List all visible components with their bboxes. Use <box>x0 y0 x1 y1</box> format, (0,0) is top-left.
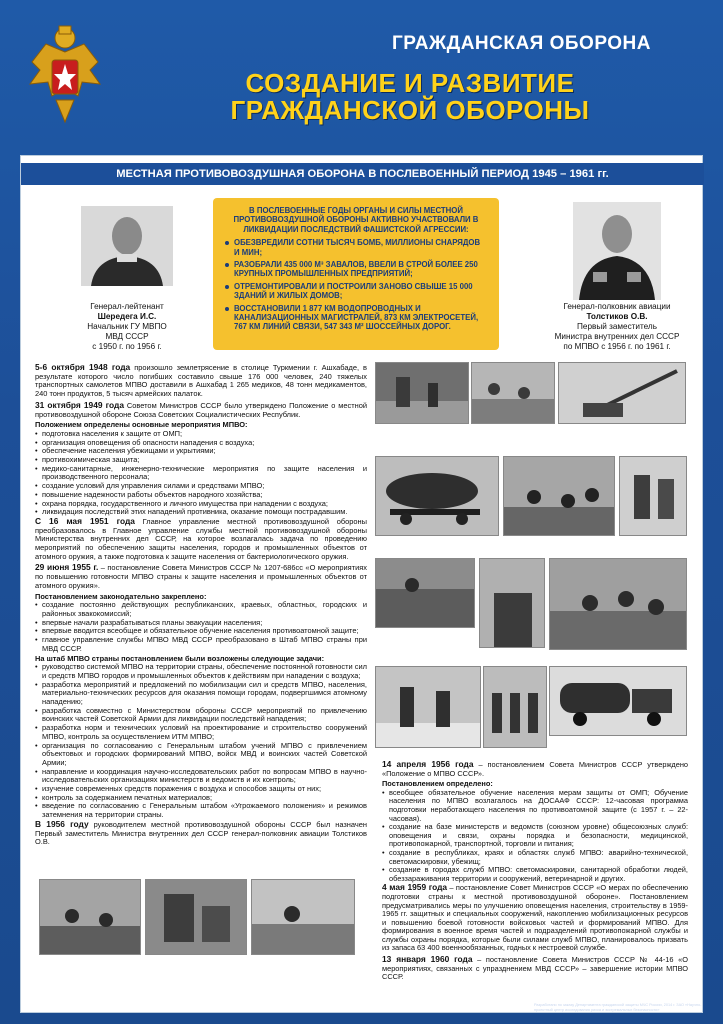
paragraph <box>35 363 367 399</box>
achievements-box <box>213 198 499 350</box>
paragraph <box>35 517 367 562</box>
list-item: • направление и координация научно-исследовательских работ по вопросам МПВО в научно-исследовательских организациях министерств и ведомств и их контроль; <box>35 768 367 785</box>
photo-rubble-workers <box>471 362 555 424</box>
caption-rank: Генерал-полковник авиации <box>563 302 671 311</box>
header-label: ГРАЖДАНСКАЯ ОБОРОНА <box>392 33 651 54</box>
legislation-list <box>35 601 367 653</box>
caption-role: Начальник ГУ МВПО <box>87 322 167 331</box>
list-item: • ликвидация последствий этих нападений противника, оказание помощи пострадавшим. <box>35 508 367 517</box>
list-item: • повышение надежности работы объектов народного хозяйства; <box>35 491 367 500</box>
list-item: • создание условий для управления силами и средствами МПВО; <box>35 482 367 491</box>
footer-credit: Разработано по заказу Департамента гражданской защиты МЧС России, 2014 г. ЗАО «Научно-проектный центр исследования риска и экстремальных безопасности» <box>534 1003 702 1012</box>
photo-ruins <box>375 362 469 424</box>
list-item: • разработка мероприятий и предложений по мобилизации сил и средств МПВО, населения, материально-технических ресурсов для оказания помощи городам, подвергшимся атомному нападению; <box>35 681 367 707</box>
list-item: • введение по согласованию с Генеральным штабом «Угрожаемого положения» и режимов затемнения на территории страны. <box>35 802 367 819</box>
header <box>0 0 723 150</box>
photo-destroyed-building <box>145 879 247 955</box>
date-label: 14 апреля 1956 года <box>382 760 474 769</box>
photo-flood-rescue <box>251 879 355 955</box>
list-item: • создание в городах служб МПВО: светомаскировки, санитарной обработки людей, обеззараживания территории и сооружений, ветеринарной и других. <box>382 866 688 883</box>
photo-trench-digging <box>375 558 475 628</box>
photo-workers-winter <box>375 666 481 748</box>
tasks-list <box>35 663 367 820</box>
photo-tank-wagon <box>375 456 499 536</box>
achievement-item: ОБЕЗВРЕДИЛИ СОТНИ ТЫСЯЧ БОМБ, МИЛЛИОНЫ СНАРЯДОВ И МИН; <box>225 238 487 257</box>
caption-period: по МПВО с 1956 г. по 1961 г. <box>563 342 671 351</box>
page-title <box>160 70 660 124</box>
list-item: • руководство системой МПВО на территории страны, обеспечение постоянной готовности сил и средств МПВО городов и промышленных объектов к действиям при нападении с воздуха; <box>35 663 367 680</box>
list-item: • впервые начали разрабатываться планы эвакуации населения; <box>35 619 367 628</box>
portrait-sheredega-photo <box>81 206 173 286</box>
paragraph <box>382 955 688 982</box>
photo-rescue-team <box>549 558 687 650</box>
paragraph-text: Главное управление местной противовоздушной обороны преобразовалось в Главное управление службы местной противовоздушной обороны Министерства внутренних дел СССР, на которое возлагалась задача по проведению мероприятий по обеспечению защиты населения, городов и промышленных объектов от атомного оружия, а также подготовка к защите населения от бактериологического оружия. <box>35 516 367 561</box>
photo-training-exercise <box>503 456 615 536</box>
portrait-sheredega-caption <box>69 302 185 352</box>
photo-shelter-entrance <box>479 558 545 648</box>
list-item: • разработка норм и технических условий на проектирование и строительство сооружений МПВО, контроль за осуществлением ИТМ МПВО; <box>35 724 367 741</box>
achievement-item: ОТРЕМОНТИРОВАЛИ И ПОСТРОИЛИ ЗАНОВО СВЫШЕ 15 000 ЗДАНИЙ И ЖИЛЫХ ДОМОВ; <box>225 282 487 301</box>
list-item: • подготовка населения к защите от ОМП; <box>35 430 367 439</box>
date-label: С 16 мая 1951 года <box>35 515 135 526</box>
list-item: • впервые вводится всеобщее и обязательное обучение населения противоатомной защите; <box>35 627 367 636</box>
achievement-item: ВОССТАНОВИЛИ 1 877 КМ ВОДОПРОВОДНЫХ И КАНАЛИЗАЦИОННЫХ МАГИСТРАЛЕЙ, 873 КМ ЭЛЕКТРОСЕТЕЙ, 767 КМ ЛИНИЙ СВЯЗИ, 547 343 М² ШОССЕЙНЫХ ДОРОГ. <box>225 304 487 332</box>
date-label: 29 июня 1955 г. <box>35 562 99 573</box>
achievements-intro: В ПОСЛЕВОЕННЫЕ ГОДЫ ОРГАНЫ И СИЛЫ МЕСТНОЙ ПРОТИВОВОЗДУШНОЙ ОБОРОНЫ АКТИВНО УЧАСТВОВАЛИ В ЛИКВИДАЦИИ ПОСЛЕДСТВИЙ ФАШИСТСКОЙ АГРЕССИИ: <box>233 206 479 234</box>
list-item: • обеспечение населения убежищами и укрытиями; <box>35 447 367 456</box>
paragraph-text: – постановление Совета Министров СССР № 1207-686сс «О мероприятиях по повышению готовности МПВО страны к защите населения и промышленных объектов от атомного оружия». <box>35 563 367 590</box>
photo-soldiers-row <box>483 666 547 748</box>
subheading: Положением определены основные мероприятия МПВО: <box>35 420 248 430</box>
measures-list <box>35 430 367 517</box>
emergency-ministry-emblem <box>26 22 104 126</box>
page-title-line-1: СОЗДАНИЕ И РАЗВИТИЕ <box>245 68 575 98</box>
right-column-text <box>382 760 688 1008</box>
date-label: 5-6 октября 1948 года <box>35 363 131 372</box>
paragraph-text: – постановление Совет Министров СССР «О мерах по обеспечению подготовки страны к местной противовоздушной обороне». Постановлением предусматривались меры по улучшению оповещения населения, строительству в 1959-1965 гг. защитных и специальных сооружений, накоплению мобилизационных ресурсов и повышению боевой готовности войсковых частей и формирований МПВО. Для формирования в военное время частей и подразделений противопожарной службы и службы охраны порядка, которые были силами служб МПВО, планировалось призвать из запаса 63 400 военнообязанных, годных к нестроевой службе. <box>382 883 688 953</box>
list-item: • организация по согласованию с Генеральным штабом учений МПВО с привлечением объектовых и городских формирований МПВО, войск МВД и воинских частей Советской Армии; <box>35 742 367 768</box>
list-item: • главное управление службы МПВО МВД СССР преобразовано в Штаб МПВО страны при МВД СССР. <box>35 636 367 653</box>
list-item: • противохимическая защита; <box>35 456 367 465</box>
page-title-line-2: ГРАЖДАНСКОЙ ОБОРОНЫ <box>230 95 590 125</box>
list-item: • организация оповещения об опасности нападения с воздуха; <box>35 439 367 448</box>
subheading: Постановлением законодательно закреплено: <box>35 591 207 601</box>
list-item: • контроль за содержанием печатных материалов; <box>35 794 367 803</box>
date-label: 4 мая 1959 года <box>382 882 448 893</box>
regulation-list <box>382 789 688 884</box>
date-label: В 1956 году <box>35 818 89 829</box>
paragraph <box>35 563 367 590</box>
paragraph <box>35 401 367 419</box>
list-item: • всеобщее обязательное обучение населения мерам защиты от ОМП; Обучение населения по МПВО возлагалось на ДОСААФ СССР: 12-часовая программа подготовки неработающего населения по противоатомной защите (с 1957 г. – 22-часовая). <box>382 789 688 823</box>
paragraph-text: – постановление Совета Министров СССР № 44-16 «О мероприятиях, связанных с упразднением МВД СССР» – завершение истории МПВО СССР. <box>382 955 688 982</box>
content-panel <box>20 155 703 1013</box>
photo-gas-masks <box>619 456 687 536</box>
caption-role: Первый заместитель <box>577 322 657 331</box>
list-item: • создание в республиках, краях и областях служб МПВО: аварийно-технической, светомаскировки, убежищ; <box>382 849 688 866</box>
paragraph <box>382 760 688 778</box>
list-item: • разработка совместно с Министерством обороны СССР мероприятий по привлечению воинских частей Советской Армии для ликвидации последствий нападения; <box>35 707 367 724</box>
paragraph <box>382 883 688 953</box>
photo-tanker-truck <box>549 666 687 736</box>
caption-name: Толстиков О.В. <box>586 312 648 321</box>
caption-rank: Генерал-лейтенант <box>90 302 164 311</box>
portrait-tolstikov-caption <box>549 302 685 352</box>
paragraph-text: Советом Министров СССР было утверждено Положение о местной противовоздушной обороне Союза Советских Социалистических Республик. <box>35 400 367 419</box>
date-label: 13 января 1960 года <box>382 954 473 965</box>
achievement-item: РАЗОБРАЛИ 435 000 М³ ЗАВАЛОВ, ВВЕЛИ В СТРОЙ БОЛЕЕ 250 КРУПНЫХ ПРОМЫШЛЕННЫХ ПРЕДПРИЯТИЙ; <box>225 260 487 279</box>
caption-name: Шередега И.С. <box>97 312 157 321</box>
paragraph-text: – постановлением Совета Министров СССР утверждено «Положение о МПВО СССР». <box>382 760 688 778</box>
list-item: • создание на базе министерств и ведомств (союзном уровне) общесоюзных служб: оповещения и связи, охраны порядка и безопасности, медицинской, противопожарной, транспортной, торговли и питания; <box>382 823 688 849</box>
caption-role: Министра внутренних дел СССР <box>554 332 680 341</box>
list-item: • создание постоянно действующих республиканских, краевых, областных, городских и районных звакокомиссий; <box>35 601 367 618</box>
photo-debris-clearing <box>39 879 141 955</box>
caption-period: с 1950 г. по 1956 г. <box>92 342 162 351</box>
section-title: МЕСТНАЯ ПРОТИВОВОЗДУШНАЯ ОБОРОНА В ПОСЛЕВОЕННЫЙ ПЕРИОД 1945 – 1961 гг. <box>21 163 704 185</box>
list-item: • охрана порядка, государственного и личного имущества при нападении с воздуха; <box>35 500 367 509</box>
paragraph-text: произошло землетрясение в столице Туркмении г. Ашхабаде, в результате которого число погибших составило свыше 176 000 человек, 240 тяжелых транспортных самолетов МПВО доставили в Ашхабад 1 265 медиков, 48 тонн медикаментов, 240 тонн продуктов, 5 тысяч армейских палаток. <box>35 363 367 399</box>
caption-role: МВД СССР <box>105 332 149 341</box>
subheading: Постановлением определено: <box>382 779 493 789</box>
subheading: На штаб МПВО страны постановлением были возложены следующие задачи: <box>35 653 325 663</box>
portrait-tolstikov-photo <box>573 202 661 300</box>
list-item: • изучение современных средств поражения с воздуха и способов защиты от них; <box>35 785 367 794</box>
left-column-text <box>35 363 367 848</box>
paragraph <box>35 820 367 847</box>
paragraph-text: руководителем местной противовоздушной обороны СССР был назначен Первый заместитель Министра внутренних дел СССР генерал-полковник авиации Толстиков О.В. <box>35 819 367 847</box>
list-item: • медико-санитарные, инженерно-технические мероприятия по защите населения и производственного персонала; <box>35 465 367 482</box>
photo-anti-aircraft-gun <box>558 362 686 424</box>
date-label: 31 октября 1949 года <box>35 399 124 410</box>
